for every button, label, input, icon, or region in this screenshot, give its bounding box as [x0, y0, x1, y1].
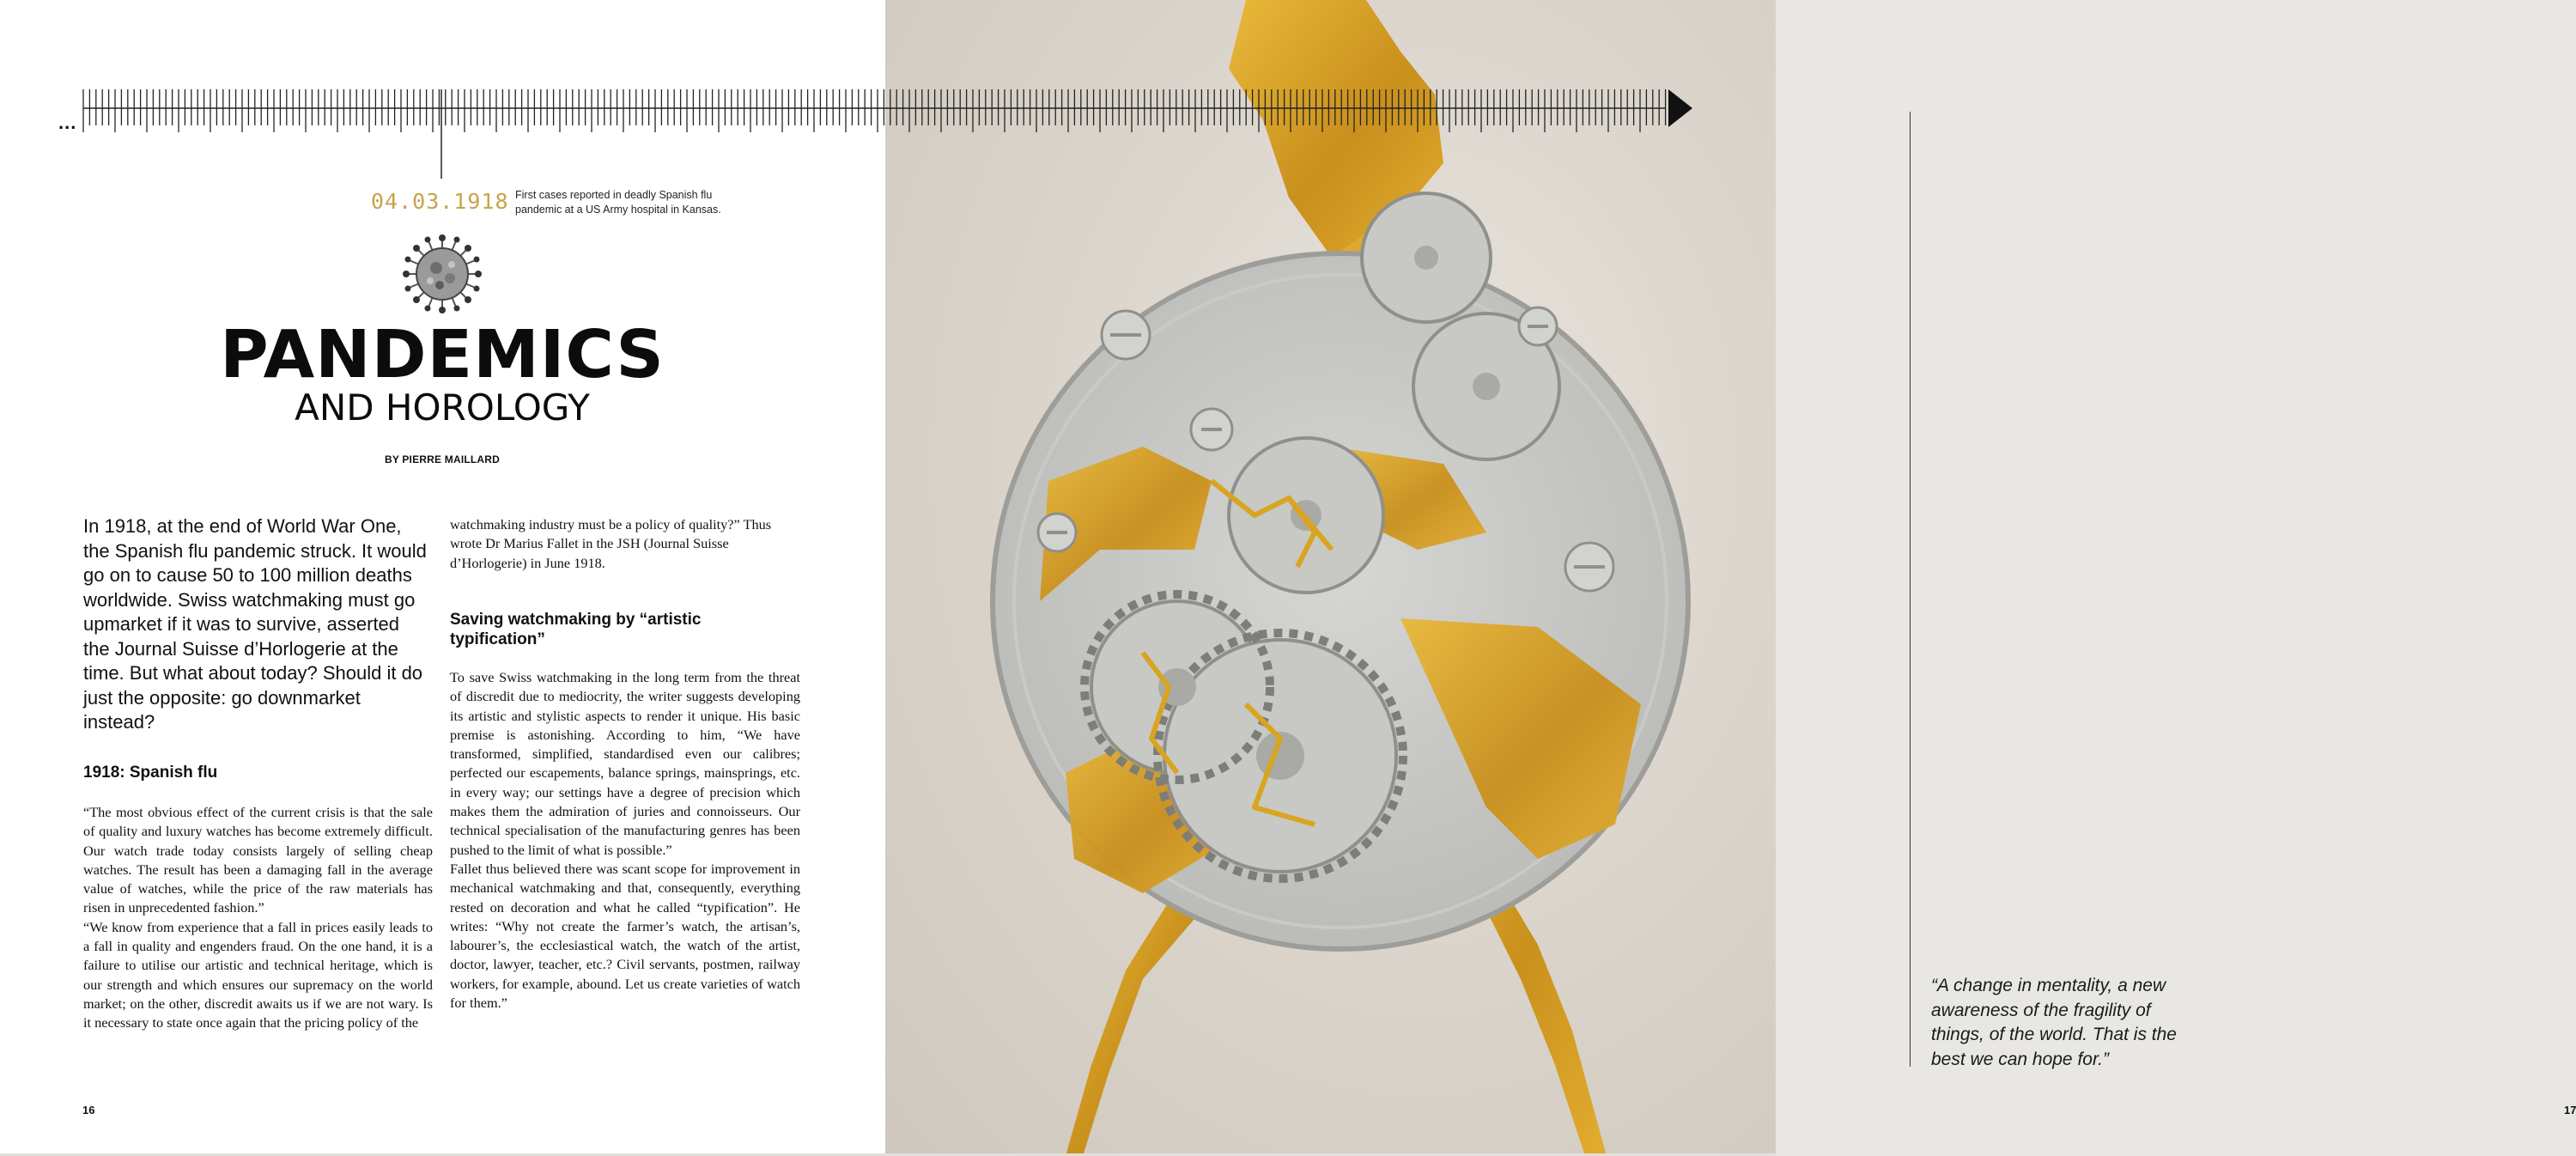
- byline: BY PIERRE MAILLARD: [384, 453, 501, 465]
- page-number-right: 17: [2564, 1104, 2576, 1116]
- article-subtitle: AND HOROLOGY: [295, 386, 590, 429]
- body-paragraph: “We know from experience that a fall in prices easily leads to a fall in quality and engenders fraud. On the one hand, it is a failure to utilise our artistic and technical heritage, which is our strength and which ensures our supremacy on the world market; on the other, discredit awaits us if we are not wary. Is it necessary to state once again that the pricing policy of the: [83, 918, 433, 1031]
- body-paragraph: Fallet thus believed there was scant scope for improvement in mechanical watchmaking and that, consequently, everything rested on decoration and what he called “typification”. He writes: “Why not create the farmer’s watch, the artisan’s, labourer’s, the ecclesiastical watch, the watch of the artist, doctor, lawyer, teacher, etc.? Civil servants, postmen, railway workers, for example, abound. Let us create varieties of watch for them.”: [450, 860, 800, 1012]
- body-paragraph: “The most obvious effect of the current crisis is that the sale of quality and luxury watches has become extremely difficult. Our watch trade today consists largely of selling cheap watches. The result has been a damaging fall in the average value of watches, while the price of the raw materials has risen in unprecedented fashion.”: [83, 804, 433, 916]
- timeline-ticks: [0, 77, 1776, 189]
- timeline-date: 04.03.1918: [371, 189, 509, 214]
- section-heading-spanish-flu: 1918: Spanish flu: [83, 764, 218, 782]
- intro-paragraph: In 1918, at the end of World War One, the Spanish flu pandemic struck. It would go on to cause 50 to 100 million deaths worldwide. Swiss watchmaking must go upmarket if it was to survive, asserted the Journal Suisse d’Horlogerie at the time. But what about today? Should it do just the opposite: go downmarket instead?: [83, 515, 427, 733]
- timeline-marker-line: [1910, 112, 1911, 1067]
- timeline-ellipsis: ...: [58, 112, 77, 133]
- virus-icon: [402, 234, 483, 314]
- timeline-event-caption: First cases reported in deadly Spanish flu pandemic at a US Army hospital in Kansas.: [515, 189, 721, 216]
- article-title: PANDEMICS: [220, 317, 665, 393]
- body-column-2-continuation: watchmaking industry must be a policy of quality?” Thus wrote Dr Marius Fallet in the JSH (Journal Suisse d’Horlogerie) in June 1918.: [450, 516, 772, 571]
- body-column-2: [450, 668, 800, 1013]
- section-heading-artistic-typification: Saving watchmaking by “artistic typification”: [450, 611, 702, 648]
- pull-quote: “A change in mentality, a new awareness of the fragility of things, of the world. That is the best we can hope for.”: [1931, 976, 2177, 1069]
- page-number-left: 16: [82, 1104, 95, 1116]
- body-paragraph: To save Swiss watchmaking in the long term from the threat of discredit due to mediocrity, the writer suggests developing its artistic and stylistic aspects to render it unique. His basic premise is astonishing. According to him, “We have transformed, simplified, standardised even our calibres; perfected our escapements, balance springs, mainsprings, etc. in every way; our settings have a degree of precision which makes them the admiration of juries and connoisseurs. Our technical specialisation of the manufacturing genres has been pushed to the limit of what is possible.”: [450, 669, 800, 858]
- body-column-1: [83, 803, 433, 1033]
- timeline-arrow-icon: [1668, 89, 1692, 127]
- timeline-ruler: [0, 77, 1776, 189]
